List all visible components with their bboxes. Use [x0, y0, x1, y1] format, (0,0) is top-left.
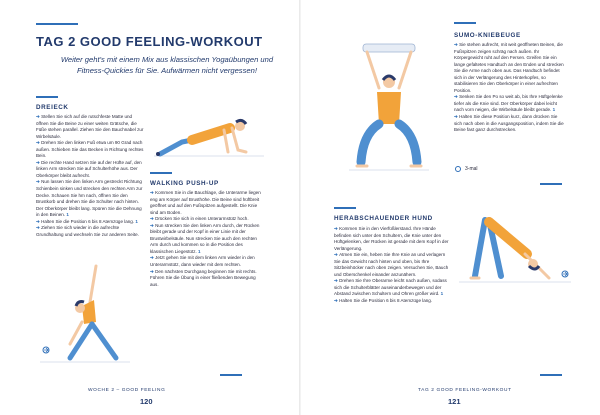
sumo-squat-illustration: [345, 38, 433, 178]
instruction-paragraph: ➔ Drehen Sie Ihre Oberarme leicht nach außen, sodass sich die Schulterblätter auseinanderbewegen und der Abstand zwischen Schultern und Ohren größer wird. 1: [334, 278, 447, 297]
decorative-rule: [454, 22, 476, 24]
page-number: 121: [448, 397, 461, 406]
decorative-rule: [220, 374, 242, 376]
triangle-pose-illustration: [34, 262, 134, 368]
instruction-paragraph: ➔ Nun lassen Sie den linken Arm gestreckt Richtung Schienbein sinken und strecken den rechten Arm zur Decke. Schauen Sie hm nach, öffnen Sie den Brustkorb und drehen Sie die Schulter nach hinten. Der Oberkörper bleibt lang. Spüren Sie die Dehnung in den Beinen. 1: [36, 179, 143, 218]
instruction-paragraph: ➔ Stellen Sie sich auf die rutschfeste Matte und öffnen Sie die Beine zu einer weiten Grätsche, die Füße stehen parallel. Ziehen Sie den Bauchnabel zur Wirbelsäule.: [36, 114, 144, 139]
instruction-paragraph: ➔ Kommen Sie in den Vierfüßlerstand. Ihre Hände befinden sich unter den Schultern, die Knie unter den Hüftgelenken, der Rücken ist gerade mit dem Kopf in der Verlängerung.: [334, 226, 449, 251]
footer-running-head: WOCHE 2 – GOOD FEELING: [88, 388, 166, 393]
walking-push-up-instructions: [150, 190, 262, 288]
decorative-rule: [334, 207, 356, 209]
repeat-cycle-icon: [455, 166, 461, 172]
footer-running-head: TAG 2 GOOD FEELING-WORKOUT: [418, 388, 512, 393]
repeat-count: [455, 166, 478, 172]
page-number: 120: [140, 397, 153, 406]
page-title: TAG 2 GOOD FEELING-WORKOUT: [36, 34, 263, 49]
instruction-paragraph: ➔ Senken Sie den Po so weit ab, bis Ihre Hüftgelenke tiefer als die Knie sind. Der Oberkörper dabei leicht nach vorn neigen, die Wirbelsäule bleibt gerade. 1: [454, 94, 563, 113]
instruction-paragraph: ➔ Drücken Sie sich in einen Unterarmstütz hoch.: [150, 216, 249, 222]
push-up-illustration: [152, 104, 268, 164]
decorative-rule: [540, 374, 562, 376]
sumo-instructions: [454, 42, 566, 134]
instruction-paragraph: ➔ Ziehen Sie sich wieder in die aufrechte Grundhaltung und wechseln Sie zur anderen Seite.: [36, 225, 139, 237]
downward-dog-illustration: [455, 214, 573, 288]
instruction-paragraph: ➔ Jetzt gehen Sie mit dem linken Arm wieder in den Unterarmstütz, dann wieder mit dem rechten.: [150, 255, 255, 268]
instruction-paragraph: ➔ Die rechte Hand setzen Sie auf der Hüfte auf, den linken Arm strecken Sie auf Schulterhöhe aus. Der Oberkörper bleibt aufrecht.: [36, 159, 142, 178]
instruction-paragraph: ➔ Halten Sie die Position 6 bis 8 Atemzüge lang. 1: [36, 218, 138, 224]
decorative-rule: [540, 183, 562, 185]
instruction-paragraph: ➔ Nun strecken Sie den linken Arm durch, der Rücken bleibt gerade und der Kopf in einer Linie mit der Brustwirbelsäule. Nun strecken Sie auch den rechten Arm durch und kommen so in die Position des klassischen Liegestütz. 1: [150, 222, 260, 254]
intro-lead: Weiter geht's mit einem Mix aus klassischen Yogaübungen und Fitness-Quickies für Sie. Aufwärmen nicht vergessen!: [60, 55, 274, 76]
page-gutter: [299, 0, 301, 415]
instruction-paragraph: ➔ Atmen Sie ein, heben Sie Ihre Knie an und verlagern Sie das Gewicht nach hinten und oben, bis Ihre Sitzbeinhöcker nach oben zeigen. Versuchen Sie, Bauch und Oberschenkel einander anzunähern.: [334, 252, 449, 277]
section-title-dreieck: DREIECK: [36, 104, 69, 111]
decorative-rule: [36, 23, 78, 25]
section-title-walking-push-up: WALKING PUSH-UP: [150, 180, 219, 187]
instruction-paragraph: ➔ Halten Sie die Position 6 bis 8 Atemzüge lang.: [334, 298, 433, 304]
instruction-paragraph: ➔ Drehen Sie den linken Fuß etwa um 90 Grad nach außen. Schieben Sie das Becken in Richtung rechtes Bein.: [36, 140, 144, 159]
instruction-paragraph: ➔ Sie stehen aufrecht, mit weit geöffneten Beinen, die Fußspitzen zeigen schräg nach außen. Ihr Körpergewicht ruht auf den Fersen. Greifen Sie ein lange gefaltetes Handtuch an den Enden und strecken Sie die Arme nach oben aus. Das Handtuch befindet sich in der Verlängerung des Hinterkopfes, so stabilisieren Sie den Oberkörper in einer aufrechten Position.: [454, 42, 564, 93]
instruction-paragraph: ➔ Den nächsten Durchgang beginnen Sie mit rechts. Führen Sie die Übung in einer fließenden Bewegung aus.: [150, 268, 257, 287]
dreieck-instructions: [36, 114, 144, 238]
instruction-paragraph: ➔ Halten Sie diese Position kurz, dann drücken Sie sich nach oben in die Ausgangsposition, indem Sie die Beine fast ganz durchstrecken.: [454, 114, 564, 133]
instruction-paragraph: ➔ Kommen Sie in die Bauchlage, die Unterarme liegen eng am Körper auf Brusthöhe. Die Beine sind hüftbreit geöffnet und auf den Fußspitzen aufgestellt. Die Knie sind am Boden.: [150, 190, 261, 215]
section-title-sumo-kniebeuge: SUMO-KNIEBEUGE: [454, 32, 521, 39]
hund-instructions: [334, 226, 452, 305]
section-title-herabschauender-hund: HERABSCHAUENDER HUND: [334, 215, 433, 222]
decorative-rule: [150, 172, 172, 174]
decorative-rule: [36, 96, 58, 98]
repeat-count-label: 3-mal: [465, 166, 478, 172]
